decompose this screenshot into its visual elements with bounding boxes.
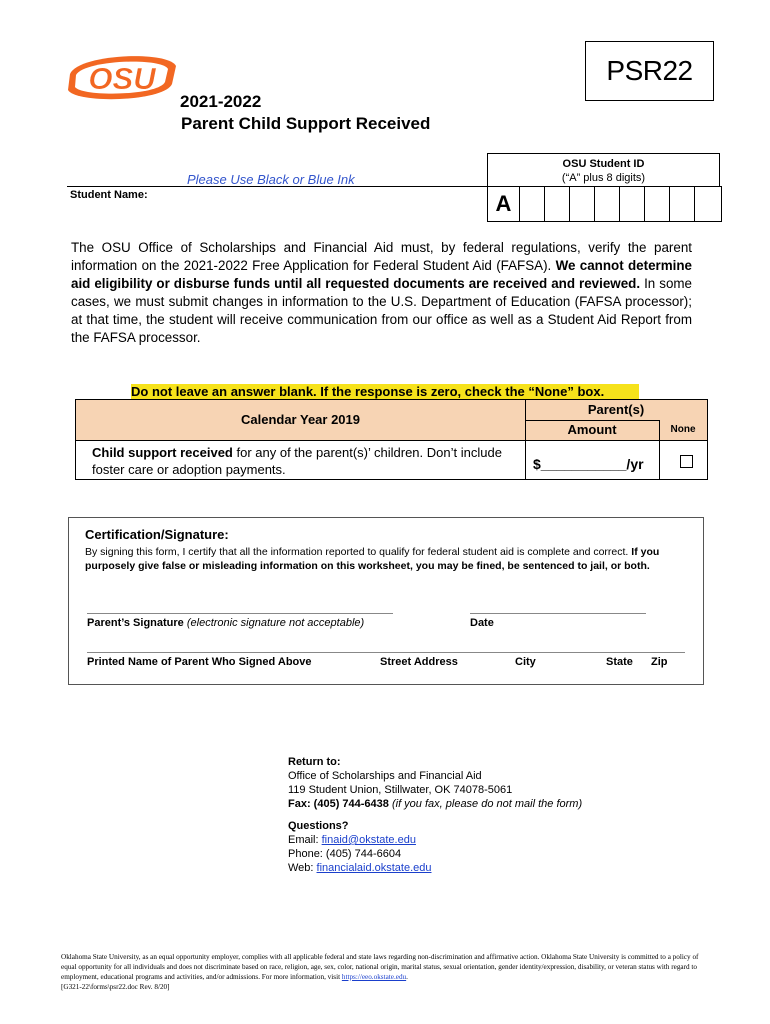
date-line[interactable]: [470, 613, 646, 614]
student-id-digit[interactable]: [594, 187, 619, 221]
form-reference: [G321-22\forms\psr22.doc Rev. 8/20]: [61, 983, 170, 991]
student-id-digit[interactable]: [694, 187, 719, 221]
student-id-digit[interactable]: [519, 187, 544, 221]
student-id-hint: (“A” plus 8 digits): [561, 172, 646, 184]
city-label: City: [515, 656, 536, 668]
return-heading: Return to:: [288, 756, 341, 768]
email-link[interactable]: finaid@okstate.edu: [321, 834, 416, 846]
intro-bold-text: We cannot determine aid eligibility or disburse funds until all requested documents are received and reviewed.: [71, 258, 692, 291]
phone-row: Phone: (405) 744-6604: [288, 848, 402, 860]
osu-logo: [64, 46, 180, 106]
certification-text: [85, 545, 690, 573]
signature-line[interactable]: [87, 613, 393, 614]
eeo-link[interactable]: https://eeo.okstate.edu: [341, 973, 407, 981]
signature-label-text: Parent’s Signature: [87, 617, 184, 629]
web-row: [288, 861, 582, 875]
email-label: Email:: [288, 834, 322, 846]
intro-text: The OSU Office of Scholarships and Financial Aid must, by federal regulations, verify the parent information on the 2021-2022 Free Application for Federal Student Aid (FAFSA).: [71, 240, 692, 273]
parents-header: Parent(s): [587, 402, 645, 417]
footer-disclaimer: [61, 952, 711, 992]
student-id-prefix: A: [495, 191, 512, 216]
questions-heading: Questions?: [288, 820, 349, 832]
state-label: State: [606, 656, 633, 668]
eeo-period: .: [406, 973, 408, 981]
student-id-digit[interactable]: [544, 187, 569, 221]
form-year: 2021-2022: [180, 92, 262, 111]
email-row: [288, 833, 582, 847]
form-code: PSR22: [585, 41, 714, 101]
street-address-label: Street Address: [380, 656, 458, 668]
zip-label: Zip: [651, 656, 668, 668]
certification-statement: By signing this form, I certify that all the information reported to qualify for federal student aid is complete and correct.: [85, 546, 632, 558]
student-id-digit[interactable]: [619, 187, 644, 221]
certification-box: [68, 517, 704, 685]
none-checkbox[interactable]: [680, 455, 693, 468]
intro-text-continued: In some cases, we must submit changes in information to the U.S. Department of Education (FAFSA processor); at that time, the student will receive communication from our office as well as a Student Aid Report from the FAFSA processor.: [71, 276, 692, 345]
printed-name-label: Printed Name of Parent Who Signed Above: [87, 656, 312, 668]
child-support-amount-field[interactable]: $___________/yr: [533, 456, 644, 472]
student-name-label: Student Name:: [70, 189, 148, 201]
date-label: Date: [470, 617, 494, 629]
ink-note: Please Use Black or Blue Ink: [187, 172, 355, 187]
printed-name-address-line[interactable]: [87, 652, 685, 653]
form-title: Parent Child Support Received: [181, 114, 431, 133]
return-address: 119 Student Union, Stillwater, OK 74078-5061: [288, 784, 513, 796]
certification-warning: If you purposely give false or misleading information on this worksheet, you may be fined, be sentenced to jail, or both.: [85, 546, 660, 572]
student-id-header: [487, 153, 720, 186]
child-support-table: [75, 399, 708, 480]
return-fax: [288, 797, 582, 811]
return-office: Office of Scholarships and Financial Aid: [288, 770, 482, 782]
student-id-label: OSU Student ID: [562, 158, 645, 170]
web-label: Web:: [288, 862, 317, 874]
signature-note: (electronic signature not acceptable): [183, 617, 365, 629]
signature-label: [87, 617, 364, 629]
return-info: [288, 755, 582, 875]
certification-title: Certification/Signature:: [85, 527, 229, 542]
calendar-year-header: Calendar Year 2019: [240, 412, 360, 427]
none-header: None: [670, 424, 696, 435]
svg-text:OSU: OSU: [88, 61, 156, 96]
amount-header: Amount: [567, 422, 617, 437]
eeo-statement: Oklahoma State University, as an equal opportunity employer, complies with all applicable federal and state laws regarding non-discrimination and affirmative action. Oklahoma State University is committed to a policy of equal opportunity for all individuals and does not discriminate based on race, religion, age, sex, color, national origin, marital status, sexual orientation, gender identity/expression, disability, or veteran status with regard to employment, educational programs and activities, and/or admissions. For more information, visit: [61, 953, 699, 981]
fax-number: Fax: (405) 744-6438: [288, 798, 389, 810]
child-support-question: [92, 444, 512, 478]
student-name-field[interactable]: [67, 186, 487, 187]
student-id-digit[interactable]: [669, 187, 694, 221]
student-id-digit[interactable]: [569, 187, 594, 221]
child-support-bold: Child support received: [92, 445, 233, 460]
warning-banner: Do not leave an answer blank. If the response is zero, check the “None” box.: [131, 384, 639, 400]
web-link[interactable]: financialaid.okstate.edu: [316, 862, 432, 874]
student-id-digit[interactable]: [644, 187, 669, 221]
student-id-grid[interactable]: [487, 186, 722, 222]
intro-paragraph: [71, 239, 692, 347]
child-support-text: for any of the parent(s)’ children. Don’t include foster care or adoption payments.: [92, 445, 502, 477]
fax-note: (if you fax, please do not mail the form): [388, 798, 583, 810]
